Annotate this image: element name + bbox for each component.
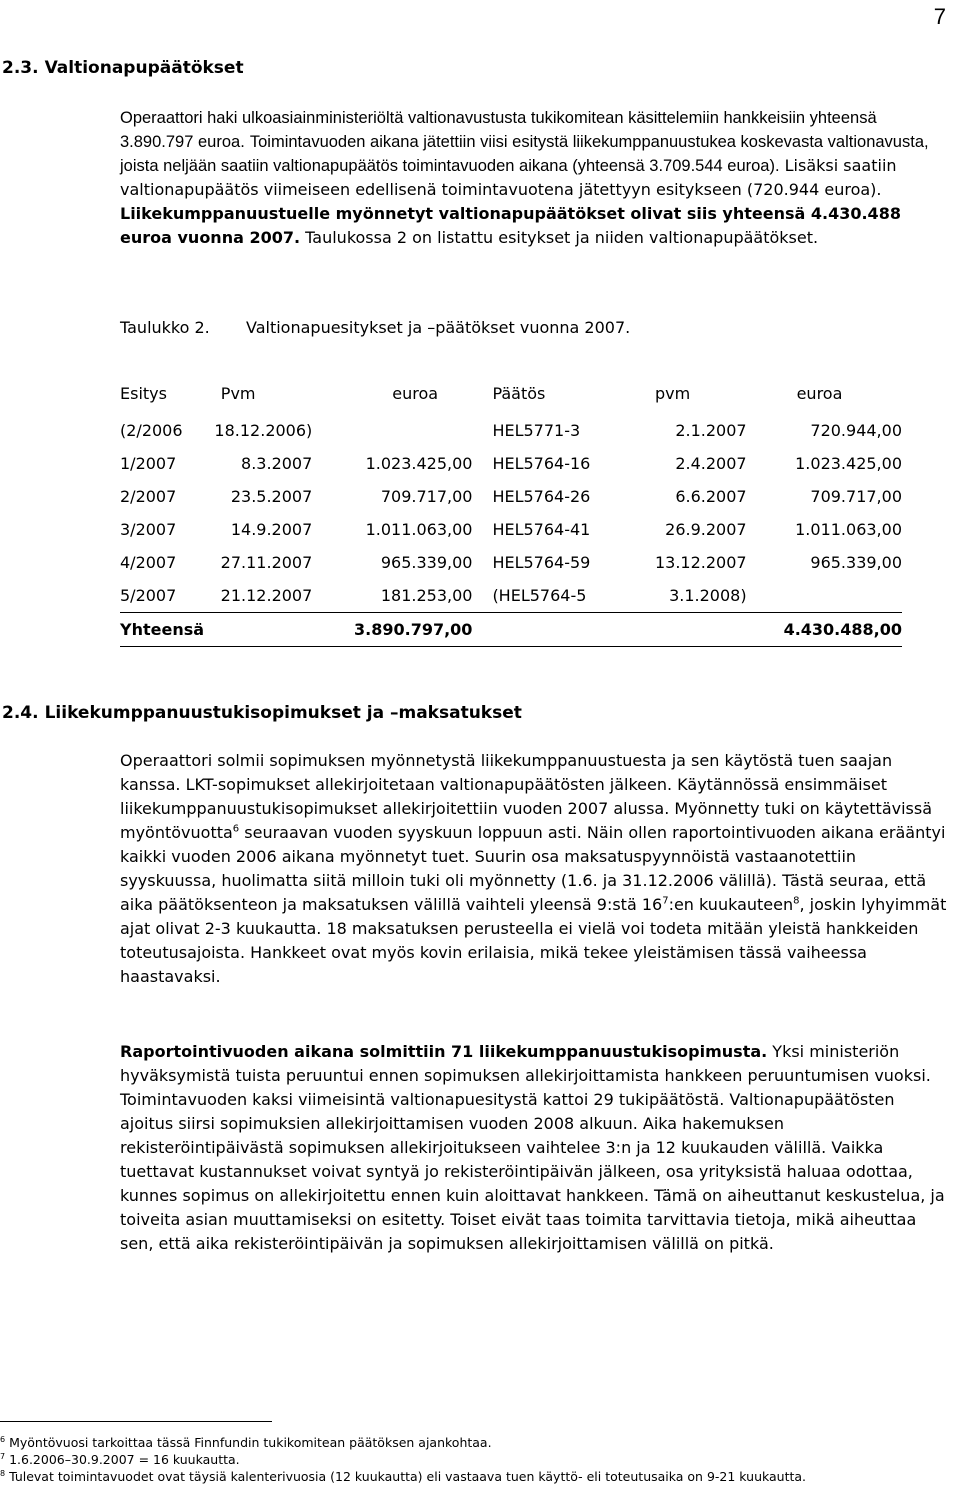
para1-bold-summary: Liikekumppanuustuelle myönnetyt valtionapupäätökset olivat siis yhteensä 4.430.488 euroa vuonna 2007.: [120, 204, 901, 247]
footnote-number: 8: [0, 1468, 6, 1478]
cell-esitys: 5/2007: [120, 585, 177, 605]
cell-euroa: 709.717,00: [380, 487, 473, 506]
footnote-number: 6: [0, 1434, 6, 1444]
header-paatos-euroa: euroa: [796, 383, 843, 403]
cell-paatos-pvm: 13.12.2007: [654, 553, 747, 572]
para1-text-4: Taulukossa 2 on listattu esitykset ja niiden valtionapupäätökset.: [305, 228, 819, 247]
total-empty: [472, 612, 655, 646]
para2-text-2: seuraavan vuoden syyskuun loppuun asti. Näin ollen raportointivuoden aikana erääntyi kaikki vuoden 2006 aikana myönnetyt tuet. Suurin osa maksatuspyynnöistä vastaanotettiin syyskuussa, huolimatta siitä milloin tuki oli myönnetty (1.6. ja 31.12.2006 välillä). Tästä seuraa, että aika päätöksenteon ja maksatuksen välillä vaihteli yleensä 9:stä 16: [120, 823, 946, 914]
cell-paatos: HEL5764-59: [492, 553, 591, 572]
footnote-ref-7: 7: [662, 895, 669, 907]
cell-euroa: 1.011.063,00: [365, 520, 473, 539]
para2-text-4: , joskin lyhyimmät ajat olivat 2-3 kuukautta. 18 maksatuksen perusteella ei vielä voi todeta mitään yleistä hankkeiden toteutusajoista. Hankkeet ovat myös kovin erilaisia, mikä tekee yleistämisen tässä vaiheessa haastavaksi.: [120, 895, 947, 986]
cell-paatos-pvm: 6.6.2007: [675, 487, 747, 506]
section-title-2-4: [2, 703, 522, 723]
paragraph-sopimukset: [120, 749, 952, 989]
page-number: 7: [933, 4, 946, 29]
cell-paatos: HEL5764-16: [492, 454, 591, 473]
footnote-7: [0, 1452, 958, 1468]
footnote-6: [0, 1435, 958, 1451]
cell-paatos-euroa: [747, 579, 902, 612]
cell-euroa: 1.023.425,00: [365, 454, 473, 473]
footnote-ref-6: 6: [232, 823, 240, 835]
table-total-row: [120, 612, 902, 646]
cell-esitys: (2/2006: [120, 421, 183, 440]
valtionapu-table: [120, 378, 902, 647]
para1-text-1: Operaattori haki ulkoasiainministeriöltä valtionavustusta tukikomitean käsittelemiin hankkeisiin yhteensä 3.890.797 euroa.: [120, 109, 877, 151]
cell-pvm: 23.5.2007: [230, 487, 313, 506]
footnote-text: 1.6.2006–30.9.2007 = 16 kuukautta.: [9, 1452, 240, 1467]
footnote-divider: [0, 1421, 272, 1422]
cell-pvm: 8.3.2007: [241, 454, 313, 473]
cell-paatos-pvm: 2.1.2007: [675, 421, 747, 440]
para2-text-3: :en kuukauteen: [668, 895, 794, 914]
table-row: [120, 480, 902, 513]
footnote-text: Myöntövuosi tarkoittaa tässä Finnfundin tukikomitean päätöksen ajankohtaa.: [9, 1435, 492, 1450]
cell-euroa: 181.253,00: [380, 585, 473, 605]
footnote-number: 7: [0, 1451, 6, 1461]
cell-paatos-euroa: 709.717,00: [810, 487, 902, 506]
section-heading: Valtionapupäätökset: [44, 58, 244, 78]
cell-paatos: HEL5764-41: [492, 520, 591, 539]
cell-paatos-pvm: 2.4.2007: [675, 454, 747, 473]
footnote-ref-8: 8: [793, 895, 800, 907]
cell-paatos-euroa: 1.011.063,00: [795, 520, 902, 539]
cell-paatos-pvm: 26.9.2007: [665, 520, 747, 539]
section-heading: Liikekumppanuustukisopimukset ja –maksatukset: [44, 703, 522, 723]
table-row: [120, 414, 902, 447]
para1-text-3: Lisäksi saatiin valtionapupäätös viimeiseen edellisenä toimintavuotena jätettyyn esitykseen (720.944 euroa).: [120, 156, 897, 199]
paragraph-valtionapu: [120, 106, 952, 250]
header-paatos-pvm: pvm: [654, 383, 691, 403]
header-euroa: euroa: [392, 383, 439, 403]
cell-pvm: 14.9.2007: [230, 520, 313, 539]
cell-paatos-euroa: 720.944,00: [810, 421, 902, 440]
cell-esitys: 4/2007: [120, 553, 177, 572]
section-number: 2.4.: [2, 703, 39, 723]
cell-paatos-pvm: 3.1.2008): [669, 585, 747, 605]
table-caption: [120, 318, 630, 337]
total-label: Yhteensä: [120, 612, 312, 646]
cell-paatos: (HEL5764-5: [492, 585, 587, 605]
section-number: 2.3.: [2, 58, 39, 78]
footnote-8: [0, 1469, 958, 1485]
header-paatos: Päätös: [492, 383, 546, 403]
table-row: [120, 546, 902, 579]
cell-pvm: 27.11.2007: [220, 553, 313, 572]
cell-esitys: 2/2007: [120, 487, 177, 506]
table-caption-text: Valtionapuesitykset ja –päätökset vuonna 2007.: [246, 318, 631, 337]
para1-text-2: Toimintavuoden aikana jätettiin viisi esitystä liikekumppanuustukea koskevasta valtionavusta, joista neljään saatiin valtionapupäätös toimintavuoden aikana (yhteensä 3.709.544 euroa).: [120, 133, 929, 175]
cell-pvm: 21.12.2007: [220, 585, 313, 605]
para2-text-1: Operaattori solmii sopimuksen myönnetystä liikekumppanuustuesta ja sen käytöstä tuen saajan kanssa. LKT-sopimukset allekirjoitetaan valtionapupäätösten jälkeen. Käytännössä ensimmäiset liikekumppanuustukisopimukset allekirjoitettiin vuoden 2007 alussa. Myönnetty tuki on käytettävissä myöntövuotta: [120, 751, 933, 842]
table-header-row: [120, 378, 902, 408]
table-row: [120, 447, 902, 480]
total-paatos-sum: 4.430.488,00: [655, 612, 902, 646]
table-caption-label: Taulukko 2.: [120, 318, 210, 337]
cell-paatos-euroa: 1.023.425,00: [795, 454, 902, 473]
table-row: [120, 513, 902, 546]
para3-text-1: Yksi ministeriön hyväksymistä tuista peruuntui ennen sopimuksen allekirjoittamista hankkeen peruuntumisen vuoksi. Toimintavuoden kaksi viimeisintä valtionapuesitystä kattoi 29 tukipäätöstä. Valtionapupäätösten ajoitus siirsi sopimuksien allekirjoittamisen vuoden 2008 alkuun. Aika hakemuksen rekisteröintipäivästä sopimuksen allekirjoitukseen vaihtelee 3:n ja 12 kuukauden välillä. Vaikka tuettavat kustannukset voivat syntyä jo rekisteröintipäivän jälkeen, osa yrityksistä haluaa odottaa, kunnes sopimus on allekirjoitettu ennen kuin aloittavat hankkeen. Tämä on aiheuttanut keskustelua, ja toiveita asian muuttamiseksi on esitetty. Toiset eivät taas toimita tarvittavia tietoja, mikä aiheuttaa sen, että aika rekisteröintipäivän ja sopimuksen allekirjoittamisen välillä on pitkä.: [120, 1042, 945, 1253]
total-esitys-sum: 3.890.797,00: [312, 612, 472, 646]
section-title-2-3: [2, 58, 244, 78]
cell-paatos: HEL5771-3: [492, 421, 581, 440]
paragraph-raportointivuosi: [120, 1040, 952, 1256]
header-pvm: Pvm: [220, 383, 256, 403]
cell-euroa: 965.339,00: [380, 553, 473, 572]
cell-paatos: HEL5764-26: [492, 487, 591, 506]
cell-pvm: 18.12.2006): [214, 421, 313, 440]
cell-esitys: 1/2007: [120, 454, 177, 473]
table-row: [120, 579, 902, 612]
footnote-text: Tulevat toimintavuodet ovat täysiä kalenterivuosia (12 kuukautta) eli vastaava tuen käyttö- eli toteutusaika on 9-21 kuukautta.: [9, 1469, 807, 1484]
para3-bold-lead: Raportointivuoden aikana solmittiin 71 liikekumppanuustukisopimusta.: [120, 1042, 768, 1061]
cell-paatos-euroa: 965.339,00: [810, 553, 902, 572]
header-esitys: Esitys: [120, 383, 167, 403]
cell-esitys: 3/2007: [120, 520, 177, 539]
cell-euroa: [312, 414, 472, 447]
